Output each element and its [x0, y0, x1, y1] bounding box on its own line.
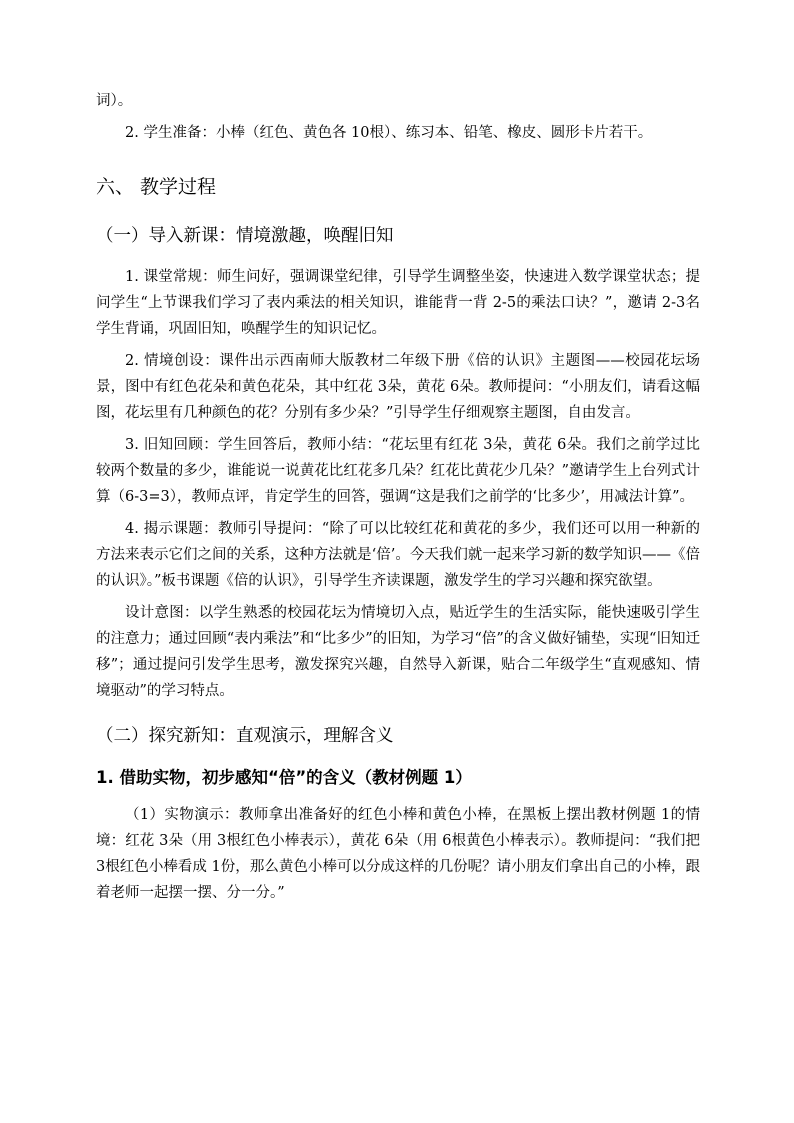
paragraph-routine: 1. 课堂常规：师生问好，强调课堂纪律，引导学生调整坐姿，快速进入数学课堂状态；提问学生“上节课我们学习了表内乘法的相关知识，谁能背一背 2-5的乘法口诀？”，邀请 2-3名学生背诵，巩固旧知，唤醒学生的知识记忆。	[96, 269, 700, 337]
paragraph-demonstration: （1）实物演示：教师拿出准备好的红色小棒和黄色小棒，在黑板上摆出教材例题 1的情境：红花 3朵（用 3根红色小棒表示），黄花 6朵（用 6根黄色小棒表示）。教师提问：“我们把 3根红色小棒看成 1份，那么黄色小棒可以分成这样的几份呢？请小朋友们拿出自己的小棒，跟着老师一起摆一摆、分一分。”	[96, 807, 700, 901]
continued-text: 词）。	[96, 93, 133, 109]
paragraph-review: 3. 旧知回顾：学生回答后，教师小结：“花坛里有红花 3朵，黄花 6朵。我们之前学过比较两个数量的多少，谁能说一说黄花比红花多几朵？红花比黄花少几朵？”邀请学生上台列式计算（6-3=3），教师点评，肯定学生的回答，强调“这是我们之前学的‘比多少’，用减法计算”。	[96, 437, 700, 505]
subheading-example-1: 1. 借助实物，初步感知“倍”的含义（教材例题 1）	[96, 768, 472, 787]
document-page	[96, 88, 700, 912]
paragraph-topic: 4. 揭示课题：教师引导提问：“除了可以比较红花和黄花的多少，我们还可以用一种新的方法来表示它们之间的关系，这种方法就是‘倍’。今天我们就一起来学习新的数学知识——《倍的认识》。”板书课题《倍的认识》，引导学生齐读课题，激发学生的学习兴趣和探究欲望。	[96, 521, 700, 589]
paragraph-scenario: 2. 情境创设：课件出示西南师大版教材二年级下册《倍的认识》主题图——校园花坛场景，图中有红色花朵和黄色花朵，其中红花 3朵，黄花 6朵。教师提问：“小朋友们，请看这幅图，花坛里有几种颜色的花？分别有多少朵？”引导学生仔细观察主题图，自由发言。	[96, 353, 700, 421]
section-heading-teaching-process: 六、 教学过程	[96, 176, 217, 198]
student-preparation: 2. 学生准备：小棒（红色、黄色各 10根）、练习本、铅笔、橡皮、圆形卡片若干。	[125, 125, 653, 141]
paragraph-design-intent: 设计意图：以学生熟悉的校园花坛为情境切入点，贴近学生的生活实际，能快速吸引学生的注意力；通过回顾“表内乘法”和“比多少”的旧知，为学习“倍”的含义做好铺垫，实现“旧知迁移”；通过提问引发学生思考，激发探究兴趣，自然导入新课，贴合二年级学生“直观感知、情境驱动”的学习特点。	[96, 605, 700, 699]
subsection-heading-intro: （一）导入新课：情境激趣，唤醒旧知	[96, 226, 394, 246]
subsection-heading-explore: （二）探究新知：直观演示，理解含义	[96, 726, 394, 746]
